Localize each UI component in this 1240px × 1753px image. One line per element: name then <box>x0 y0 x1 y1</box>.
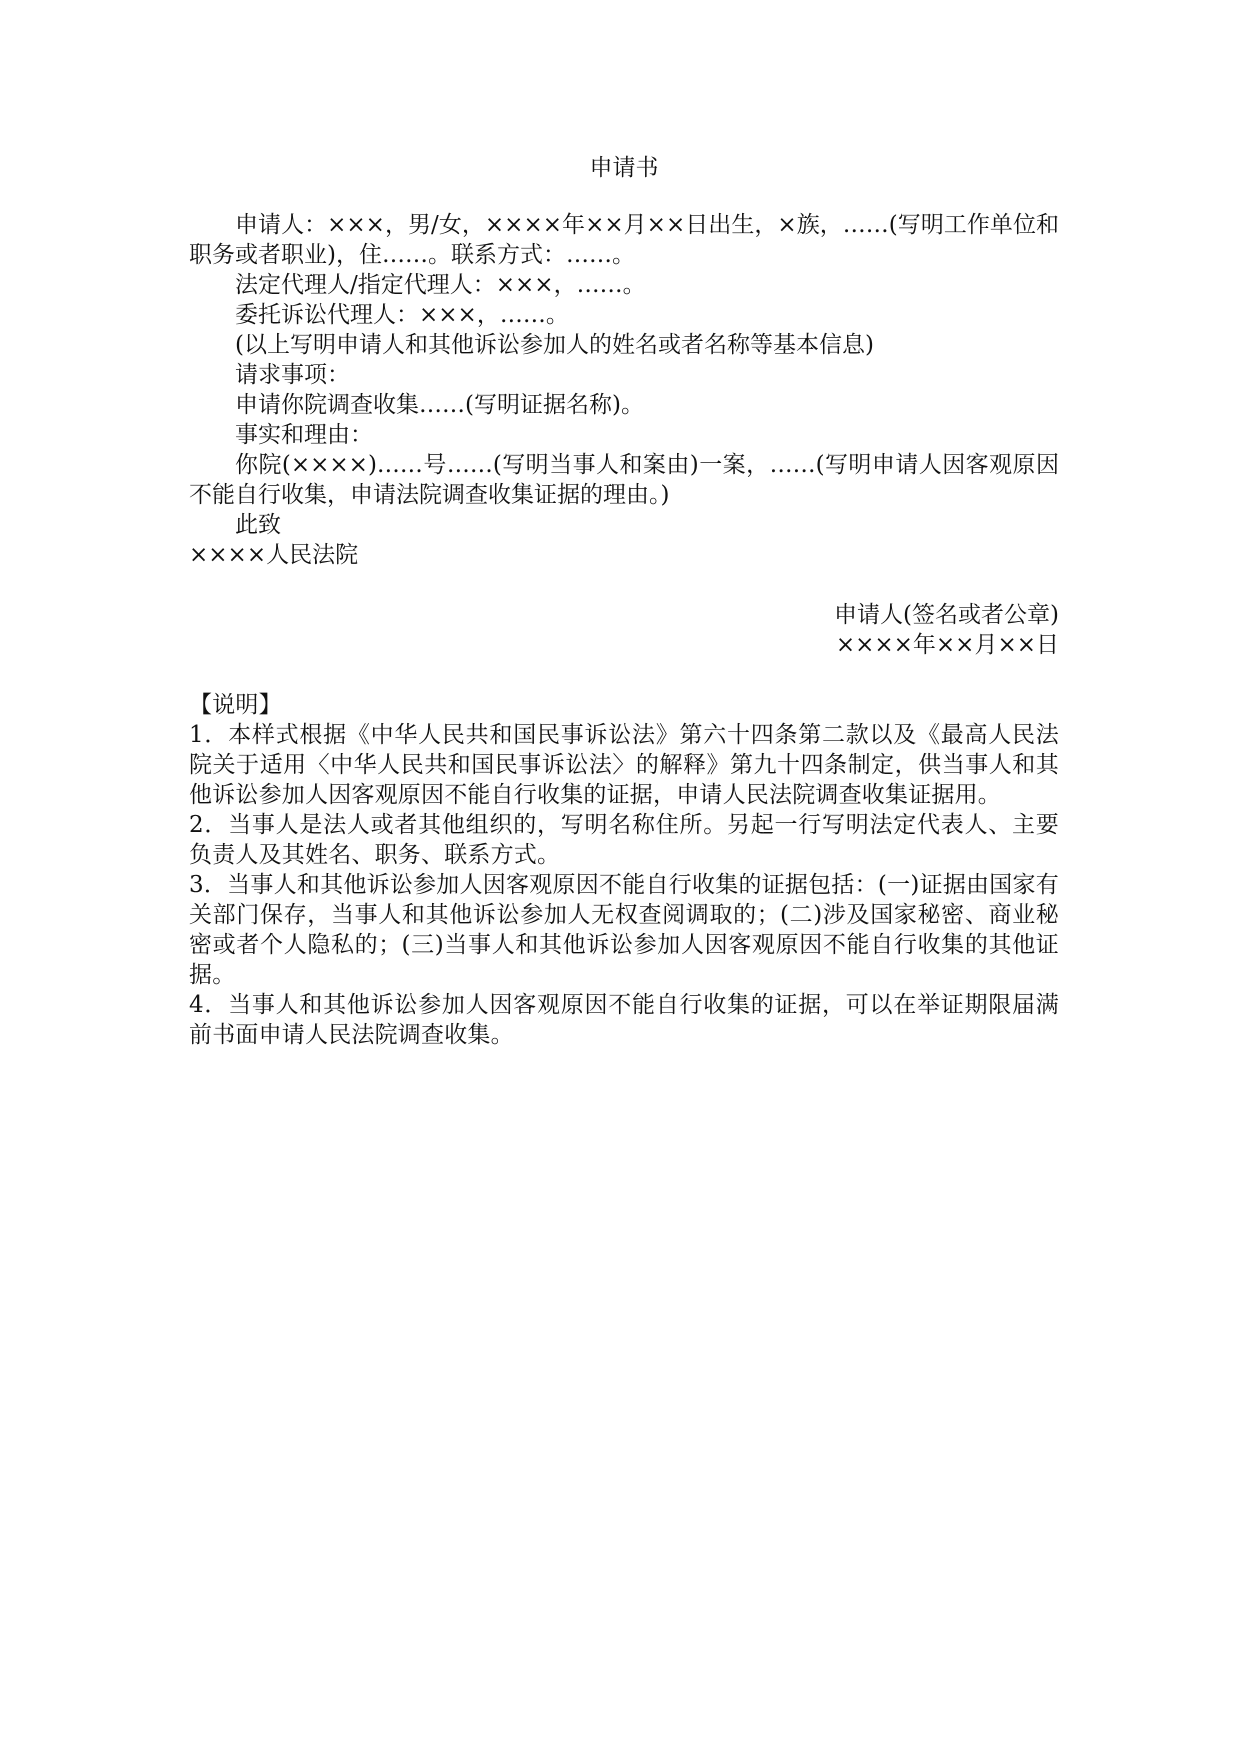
document-page <box>189 148 1059 1050</box>
note-item: 1．本样式根据《中华人民共和国民事诉讼法》第六十四条第二款以及《最高人民法院关于适用〈中华人民共和国民事诉讼法〉的解释》第九十四条制定，供当事人和其他诉讼参加人因客观原因不能自行收集的证据，申请人民法院调查收集证据用。 <box>189 722 1059 808</box>
facts-heading: 事实和理由： <box>235 422 373 448</box>
info-note-paragraph: (以上写明申请人和其他诉讼参加人的姓名或者名称等基本信息) <box>235 332 874 358</box>
date-line: ××××年××月××日 <box>835 632 1059 658</box>
notes-section <box>189 690 1059 1050</box>
signature-line: 申请人(签名或者公章) <box>834 602 1059 628</box>
signature-block <box>189 600 1059 660</box>
note-item: 2．当事人是法人或者其他组织的，写明名称住所。另起一行写明法定代表人、主要负责人及其姓名、职务、联系方式。 <box>189 812 1059 868</box>
court-name: ××××人民法院 <box>189 542 359 568</box>
facts-paragraph: 你院(××××)……号……(写明当事人和案由)一案，……(写明申请人因客观原因不能自行收集，申请法院调查收集证据的理由。) <box>189 452 1059 508</box>
note-item: 4．当事人和其他诉讼参加人因客观原因不能自行收集的证据，可以在举证期限届满前书面申请人民法院调查收集。 <box>189 992 1059 1048</box>
note-item: 3．当事人和其他诉讼参加人因客观原因不能自行收集的证据包括：(一)证据由国家有关部门保存，当事人和其他诉讼参加人无权查阅调取的；(二)涉及国家秘密、商业秘密或者个人隐私的；(三)当事人和其他诉讼参加人因客观原因不能自行收集的其他证据。 <box>189 872 1059 988</box>
legal-agent-paragraph: 法定代理人/指定代理人：×××，……。 <box>235 272 646 298</box>
closing-line: 此致 <box>235 512 281 538</box>
entrusted-agent-paragraph: 委托诉讼代理人：×××，……。 <box>235 302 569 328</box>
document-title: 申请书 <box>589 155 659 181</box>
applicant-paragraph: 申请人：×××，男/女，××××年××月××日出生，×族，……(写明工作单位和职务或者职业)，住……。联系方式：……。 <box>189 212 1059 268</box>
claims-heading: 请求事项： <box>235 362 350 388</box>
notes-heading: 【说明】 <box>189 692 282 718</box>
claims-paragraph: 申请你院调查收集……(写明证据名称)。 <box>235 392 644 418</box>
